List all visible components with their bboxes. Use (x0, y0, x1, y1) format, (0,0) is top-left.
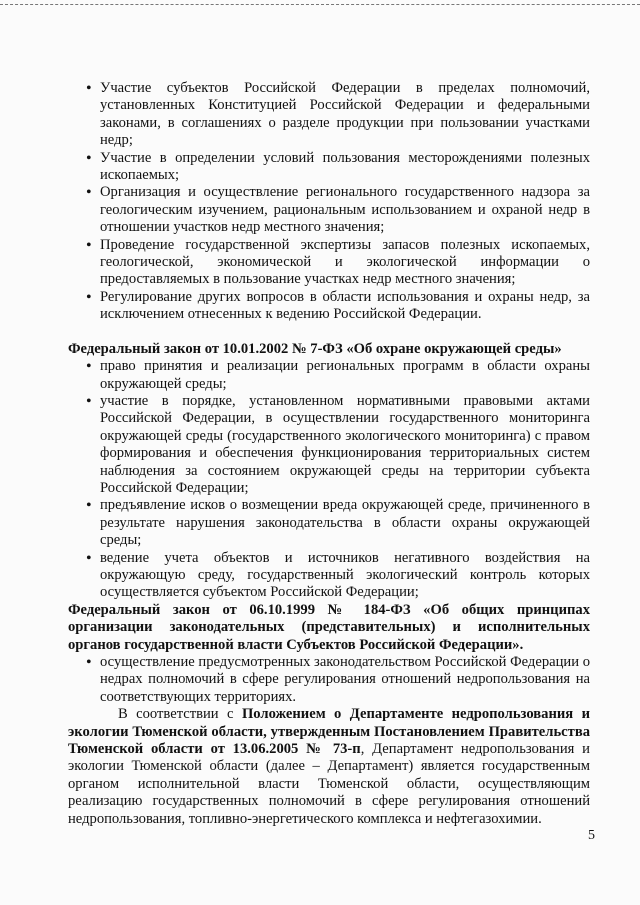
law-heading-environment: Федеральный закон от 10.01.2002 № 7-ФЗ «Об охране окружающей среды» (68, 340, 562, 357)
closing-lead: В соответствии с (118, 706, 242, 723)
page-number: 5 (588, 828, 595, 843)
list-item: • Регулирование других вопросов в области использования и охраны недр, за исключением отнесенных к ведению Российской Федерации. (68, 289, 590, 324)
page-content (68, 80, 590, 828)
scan-edge-line (0, 4, 640, 6)
subsoil-powers-list (68, 80, 590, 324)
environment-powers-list (68, 358, 590, 602)
list-item: • Проведение государственной экспертизы запасов полезных ископаемых, геологической, экономической и экологической информации о предоставляемых в пользование участках недр местного значения; (68, 237, 590, 289)
regulation-reference: Положением о Департаменте недропользования и экологии Тюменской области, утвержденным Постановлением Правительства Тюменской области от 13.06.2005 № 73-п (68, 706, 590, 758)
list-item: • осуществление предусмотренных законодательством Российской Федерации о недрах полномочий в сфере регулирования отношений недропользования на соответствующих территориях. (68, 654, 590, 706)
closing-tail: , Департамент недропользования и экологии Тюменской области (далее – Департамент) является государственным органом исполнительной власти Тюменской области, осуществляющим реализацию государственных полномочий в сфере регулирования отношений недропользования, топливно-энергетического комплекса и нефтегазохимии. (68, 741, 590, 827)
list-item: • право принятия и реализации региональных программ в области охраны окружающей среды; (68, 358, 590, 393)
state-power-list (68, 654, 590, 706)
list-item: • Организация и осуществление регионального государственного надзора за геологическим изучением, рациональным использованием и охраной недр в отношении участков недр местного значения; (68, 184, 590, 236)
list-item: • участие в порядке, установленном нормативными правовыми актами Российской Федерации, в осуществлении государственного мониторинга окружающей среды (государственного экологического мониторинга) с правом формирования и обеспечения функционирования территориальных систем наблюдения за состоянием окружающей среды на территории субъекта Российской Федерации; (68, 393, 590, 497)
list-item: • Участие в определении условий пользования месторождениями полезных ископаемых; (68, 150, 590, 185)
spacer (68, 324, 590, 341)
list-item: • Участие субъектов Российской Федерации в пределах полномочий, установленных Конституцией Российской Федерации и федеральными законами, в соглашениях о разделе продукции при пользовании участками недр; (68, 80, 590, 150)
list-item: • ведение учета объектов и источников негативного воздействия на окружающую среду, государственный экологический контроль которых осуществляется субъектом Российской Федерации; (68, 550, 590, 602)
closing-paragraph (68, 706, 590, 828)
law-heading-state-power: Федеральный закон от 06.10.1999 № 184-ФЗ «Об общих принципах организации законодательных (представительных) и исполнительных органов государственной власти Субъектов Российской Федерации». (68, 601, 590, 653)
list-item: • предъявление исков о возмещении вреда окружающей среде, причиненного в результате нарушения законодательства в области охраны окружающей среды; (68, 497, 590, 549)
